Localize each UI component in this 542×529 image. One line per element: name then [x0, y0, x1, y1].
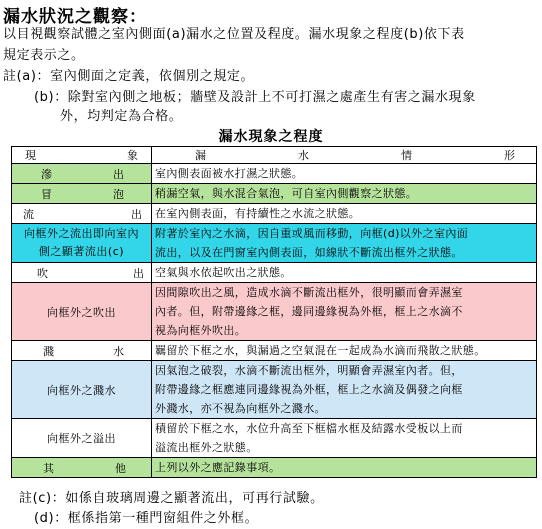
table-row — [12, 263, 537, 283]
row-desc — [152, 283, 537, 341]
table-row — [12, 204, 537, 224]
row-desc — [152, 458, 537, 478]
table-row — [12, 184, 537, 204]
name-part: 濺 — [43, 344, 54, 358]
footnote-d-label: (d)： — [34, 511, 68, 526]
note-b-text-1: 除對室內側之地板；牆壁及設計上不可打濕之處產生有害之漏水現象 — [67, 90, 476, 105]
name-part: 其 — [43, 461, 54, 475]
header-col2-char: 漏 — [195, 149, 206, 162]
row-desc — [152, 263, 537, 283]
desc-line: 在室內側表面，有持續性之水流之狀態。 — [155, 207, 361, 220]
footnote-d — [34, 508, 258, 529]
name-line: 向框外之吹出 — [47, 305, 116, 319]
row-name-bubbling — [12, 184, 152, 204]
row-name-overflow-outside-frame — [12, 419, 152, 458]
desc-line: 室內側表面被水打濕之狀態。 — [155, 167, 304, 180]
page-title: 漏水狀況之觀察： — [3, 7, 147, 27]
desc-line: 內者。但，附帶邊緣之框，邊同邊緣視為外框，框上之水滴不 — [155, 305, 463, 318]
footnote-c-text: 如係自玻璃周邊之顯著流出，可再行試驗。 — [65, 491, 324, 506]
note-b — [34, 87, 476, 108]
desc-line: 稍漏空氣，與水混合氣泡，可自室內側觀察之狀態。 — [155, 187, 418, 200]
intro-line-2: 規定表示之。 — [3, 48, 85, 63]
row-name-outflow — [12, 204, 152, 224]
desc-line: 空氣與水依起吹出之狀態。 — [155, 266, 292, 279]
table-row — [12, 224, 537, 263]
note-a — [3, 66, 254, 87]
row-desc — [152, 184, 537, 204]
name-line: 向框外之流出即向室內 — [24, 227, 139, 240]
row-name-splash — [12, 341, 152, 361]
header-col1-char: 現 — [25, 149, 36, 162]
note-a-label: 註(a)： — [3, 69, 51, 84]
table-header-row — [12, 147, 537, 164]
row-desc — [152, 164, 537, 184]
table-row — [12, 419, 537, 458]
name-part: 出 — [133, 266, 144, 280]
row-desc — [152, 361, 537, 419]
row-desc — [152, 224, 537, 263]
name-line: 向框外之濺水 — [47, 383, 116, 397]
note-b-label: (b)： — [34, 90, 68, 105]
row-desc — [152, 419, 537, 458]
desc-line: 因間隙吹出之風，造成水滴不斷流出框外，很明顯而會弄濕室 — [155, 286, 463, 299]
table-row — [12, 341, 537, 361]
desc-line: 溢流出框外之狀態。 — [155, 441, 258, 454]
header-col2-char: 水 — [298, 149, 309, 162]
table-title: 漏水現象之程度 — [218, 129, 324, 145]
name-line: 向框外之溢出 — [47, 432, 116, 445]
row-desc — [152, 341, 537, 361]
desc-line: 因氣泡之破裂，水滴不斷流出框外，明顯會弄濕室內者。但， — [155, 364, 463, 377]
row-name-blowout — [12, 263, 152, 283]
table-row — [12, 283, 537, 341]
name-part: 吹 — [37, 266, 48, 280]
name-part: 出 — [113, 167, 124, 181]
footnote-c-label: 註(c)： — [19, 491, 66, 506]
intro-line-1: 以目視觀察試體之室內側面(a)漏水之位置及程度。漏水現象之程度(b)依下表 — [3, 27, 465, 42]
name-part: 泡 — [113, 187, 124, 201]
footnote-d-text: 框係指第一種門窗組件之外框。 — [67, 511, 259, 526]
desc-line: 流出，以及在門窗室內側表面，如線狀不斷流出框外之狀態。 — [155, 246, 463, 259]
row-name-blowout-outside-frame — [12, 283, 152, 341]
name-line: 側之顯著流出(c) — [38, 245, 125, 258]
header-col2-char: 形 — [504, 149, 515, 162]
desc-line: 外濺水，亦不視為向框外之濺水。 — [155, 402, 326, 415]
table-row — [12, 361, 537, 419]
note-a-text: 室內側面之定義，依個別之規定。 — [50, 69, 255, 84]
note-b-text-2: 外，均判定為合格。 — [60, 109, 183, 124]
name-part: 水 — [113, 344, 124, 358]
desc-line: 羈留於下框之水，與漏過之空氣混在一起成為水滴而飛散之狀態。 — [155, 344, 486, 357]
table-row — [12, 164, 537, 184]
row-name-outflow-outside-frame — [12, 224, 152, 263]
name-part: 冒 — [41, 187, 52, 201]
row-name-seepage — [12, 164, 152, 184]
row-name-other — [12, 458, 152, 478]
name-part: 流 — [23, 207, 34, 221]
footnote-c — [19, 488, 324, 509]
desc-line: 視為向框外吹出。 — [155, 324, 247, 337]
name-part: 滲 — [41, 167, 52, 181]
desc-line: 上列以外之應記錄事項。 — [155, 461, 281, 474]
desc-line: 積留於下框之水，水位升高至下框檔水框及結露水受板以上而 — [155, 422, 463, 435]
row-desc — [152, 204, 537, 224]
header-col1-char: 象 — [127, 149, 138, 162]
name-part: 出 — [131, 207, 142, 221]
name-part: 他 — [115, 461, 126, 475]
header-phenomenon — [12, 147, 152, 164]
table-row — [12, 458, 537, 478]
desc-line: 附著於室內之水滴，因自重或風而移動，向框(d)以外之室內面 — [155, 227, 469, 240]
row-name-splash-outside-frame — [12, 361, 152, 419]
leak-degree-table — [11, 146, 537, 478]
desc-line: 附帶邊緣之框應連同邊緣視為外框，框上之水滴及偶發之向框 — [155, 383, 463, 396]
header-col2-char: 情 — [401, 149, 412, 162]
header-leak-condition — [152, 147, 537, 164]
